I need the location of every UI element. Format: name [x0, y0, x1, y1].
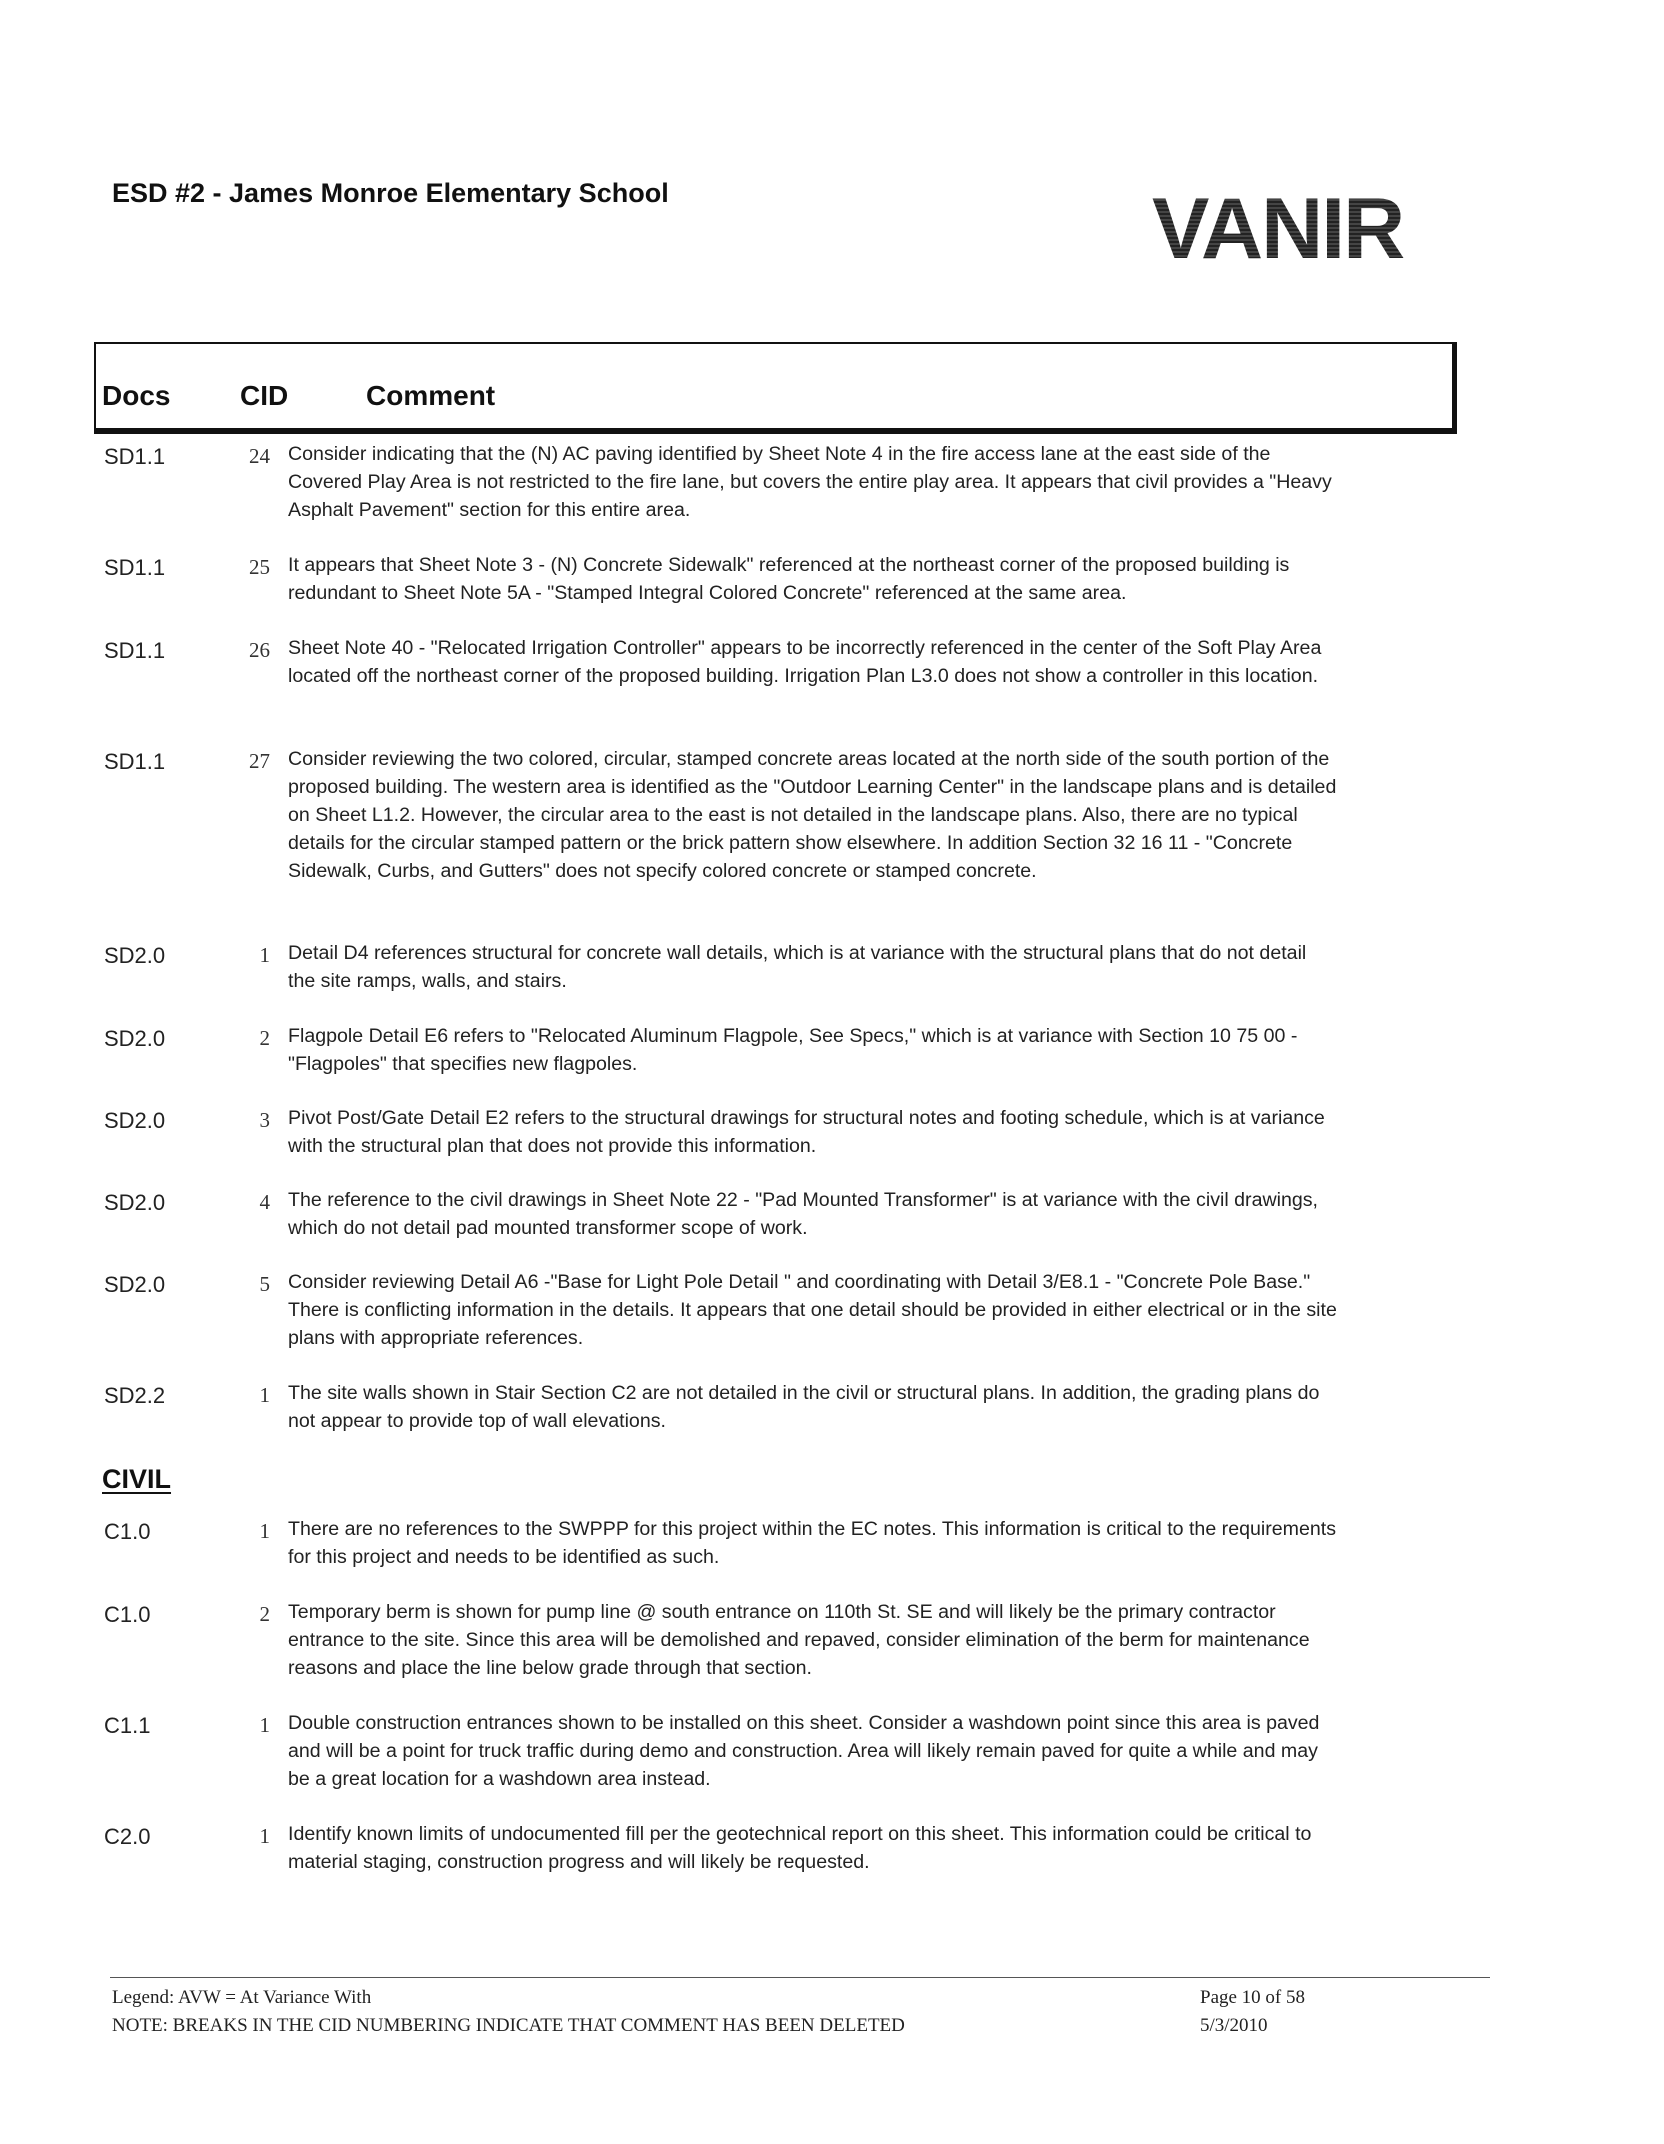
row-doc: SD1.1 [104, 749, 166, 774]
footer-right [1200, 1984, 1305, 2040]
row-cid: 25 [249, 555, 270, 579]
row-comment: Consider reviewing the two colored, circular, stamped concrete areas located at the north side of the south portion of the proposed building. The western area is identified as the "Outdoor Learning Center" in the landscape plans and is detailed on Sheet L1.2. However, the circular area to the east is not detailed in the landscape plans. Also, there are no typical details for the circular stamped pattern or the brick pattern show elsewhere. In addition Section 32 16 11 - "Concrete Sidewalk, Curbs, and Gutters" does not specify colored concrete or stamped concrete. [288, 748, 1337, 882]
row-doc: SD2.0 [104, 1272, 166, 1297]
row-cid: 1 [259, 1383, 270, 1407]
row-cid: 1 [259, 943, 270, 967]
row-comment: Sheet Note 40 - "Relocated Irrigation Controller" appears to be incorrectly referenced in the center of the Soft Play Area located off the northeast corner of the proposed building. Irrigation Plan L3.0 does not show a controller in this location. [288, 637, 1322, 687]
page-number: Page 10 of 58 [1200, 1987, 1306, 2008]
row-cid: 26 [249, 638, 270, 662]
row-comment: Temporary berm is shown for pump line @ south entrance on 110th St. SE and will likely be the primary contractor entrance to the site. Since this area will be demolished and repaved, consider elimination of the berm for maintenance reasons and place the line below grade through that section. [288, 1601, 1310, 1679]
row-doc: C2.0 [104, 1824, 151, 1849]
row-cid: 27 [249, 749, 270, 773]
row-doc: SD1.1 [104, 555, 166, 580]
row-comment: The reference to the civil drawings in Sheet Note 22 - "Pad Mounted Transformer" is at variance with the civil drawings, which do not detail pad mounted transformer scope of work. [288, 1189, 1319, 1239]
row-cid: 1 [259, 1713, 270, 1737]
row-doc: SD2.0 [104, 943, 166, 968]
row-cid: 3 [259, 1108, 270, 1132]
table-header [94, 342, 1457, 434]
row-doc: C1.0 [104, 1519, 151, 1544]
footer-divider [110, 1977, 1490, 1978]
column-header-comment: Comment [366, 380, 496, 411]
column-header-docs: Docs [102, 380, 171, 411]
row-comment: Double construction entrances shown to be installed on this sheet. Consider a washdown point since this area is paved and will be a point for truck traffic during demo and construction. Area will likely remain paved for quite a while and may be a great location for a washdown area instead. [288, 1712, 1320, 1790]
document-date: 5/3/2010 [1200, 2015, 1268, 2036]
row-cid: 1 [259, 1824, 270, 1848]
row-doc: SD2.0 [104, 1190, 166, 1215]
row-comment: Detail D4 references structural for concrete wall details, which is at variance with the structural plans that do not detail the site ramps, walls, and stairs. [288, 942, 1307, 992]
row-comment: Identify known limits of undocumented fill per the geotechnical report on this sheet. This information could be critical to material staging, construction progress and will likely be requested. [288, 1823, 1312, 1873]
column-header-cid: CID [240, 380, 289, 411]
row-doc: SD1.1 [104, 444, 166, 469]
row-doc: SD2.0 [104, 1108, 166, 1133]
row-comment: Consider indicating that the (N) AC paving identified by Sheet Note 4 in the fire access lane at the east side of the Covered Play Area is not restricted to the fire lane, but covers the entire play area. It appears that civil provides a "Heavy Asphalt Pavement" section for this entire area. [288, 443, 1332, 521]
row-doc: SD2.2 [104, 1383, 166, 1408]
footer-legend: Legend: AVW = At Variance With [112, 1987, 372, 2008]
row-cid: 2 [259, 1026, 270, 1050]
row-comment: Flagpole Detail E6 refers to "Relocated Aluminum Flagpole, See Specs," which is at variance with Section 10 75 00 - "Flagpoles" that specifies new flagpoles. [288, 1025, 1298, 1075]
page-title: ESD #2 - James Monroe Elementary School [112, 178, 669, 208]
footer-left [112, 1984, 905, 2040]
footer-note: NOTE: BREAKS IN THE CID NUMBERING INDICATE THAT COMMENT HAS BEEN DELETED [112, 2015, 905, 2036]
section-heading-civil: CIVIL [102, 1464, 172, 1494]
row-comment: It appears that Sheet Note 3 - (N) Concrete Sidewalk" referenced at the northeast corner of the proposed building is redundant to Sheet Note 5A - "Stamped Integral Colored Concrete" referenced at the same area. [288, 554, 1290, 604]
row-doc: C1.0 [104, 1602, 151, 1627]
logo-text: VANIR [1152, 181, 1404, 274]
row-doc: SD1.1 [104, 638, 166, 663]
row-comment: There are no references to the SWPPP for this project within the EC notes. This information is critical to the requirements for this project and needs to be identified as such. [288, 1518, 1337, 1568]
row-doc: SD2.0 [104, 1026, 166, 1051]
row-cid: 1 [259, 1519, 270, 1543]
row-cid: 24 [249, 444, 270, 468]
row-cid: 5 [259, 1272, 270, 1296]
row-comment: Consider reviewing Detail A6 -"Base for Light Pole Detail " and coordinating with Detail 3/E8.1 - "Concrete Pole Base." There is conflicting information in the details. It appears that one detail should be provided in either electrical or in the site plans with appropriate references. [288, 1271, 1337, 1349]
row-cid: 2 [259, 1602, 270, 1626]
row-doc: C1.1 [104, 1713, 151, 1738]
vanir-logo [1148, 178, 1448, 274]
row-comment: The site walls shown in Stair Section C2 are not detailed in the civil or structural plans. In addition, the grading plans do not appear to provide top of wall elevations. [288, 1382, 1320, 1432]
row-cid: 4 [259, 1190, 270, 1214]
row-comment: Pivot Post/Gate Detail E2 refers to the structural drawings for structural notes and footing schedule, which is at variance with the structural plan that does not provide this information. [288, 1107, 1325, 1157]
